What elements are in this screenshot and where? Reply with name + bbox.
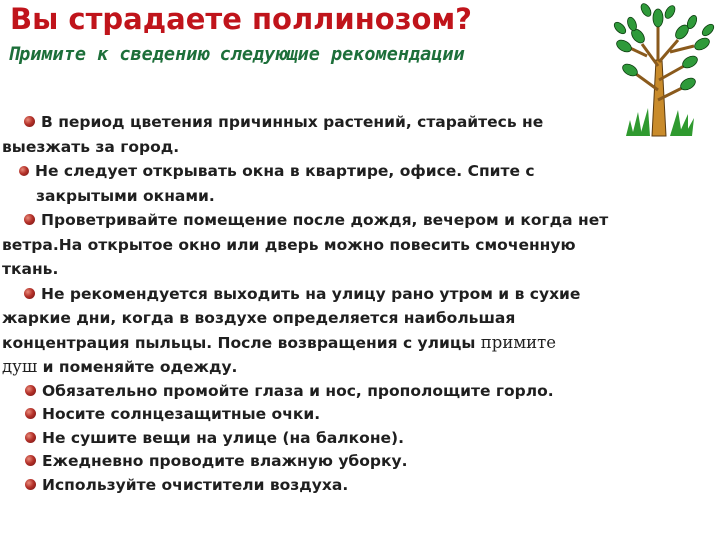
red-ball-bullet-icon [24,116,35,127]
red-ball-bullet-icon [25,479,36,490]
short-recommendations-list [20,380,690,498]
red-ball-bullet-icon [25,408,36,419]
recommendation-paragraph: Не следует открывать окна в квартире, офисе. Спите с закрытыми окнами. [19,159,690,208]
red-ball-bullet-icon [25,385,36,396]
recommendation-paragraph: В период цветения причинных растений, старайтесь не выезжать за город. [2,113,544,156]
red-ball-bullet-icon [25,432,36,443]
red-ball-bullet-icon [19,166,29,176]
red-ball-bullet-icon [24,288,35,299]
list-item: Не сушите вещи на улице (на балконе). [20,427,690,451]
recommendation-paragraph: Проветривайте помещение после дождя, вечером и когда нет ветра.На открытое окно или дверь можно повесить смоченную ткань. [2,211,609,278]
red-ball-bullet-icon [25,455,36,466]
list-item: Носите солнцезащитные очки. [20,403,690,427]
list-item: Ежедневно проводите влажную уборку. [20,450,690,474]
recommendation-paragraph: Не рекомендуется выходить на улицу рано утром и в сухие жаркие дни, когда в воздухе определяется наибольшая концентрация пыльцы. После возвращения с улицы примите душ и поменяйте одежду. [2,284,581,376]
list-item: Используйте очистители воздуха. [20,474,690,498]
list-item: Обязательно промойте глаза и нос, прополощите горло. [20,380,690,404]
page-title: Вы страдаете поллинозом? [10,2,473,36]
recommendations [2,110,690,497]
red-ball-bullet-icon [24,214,35,225]
page-subtitle: Примите к сведению следующие рекомендации [8,44,465,65]
